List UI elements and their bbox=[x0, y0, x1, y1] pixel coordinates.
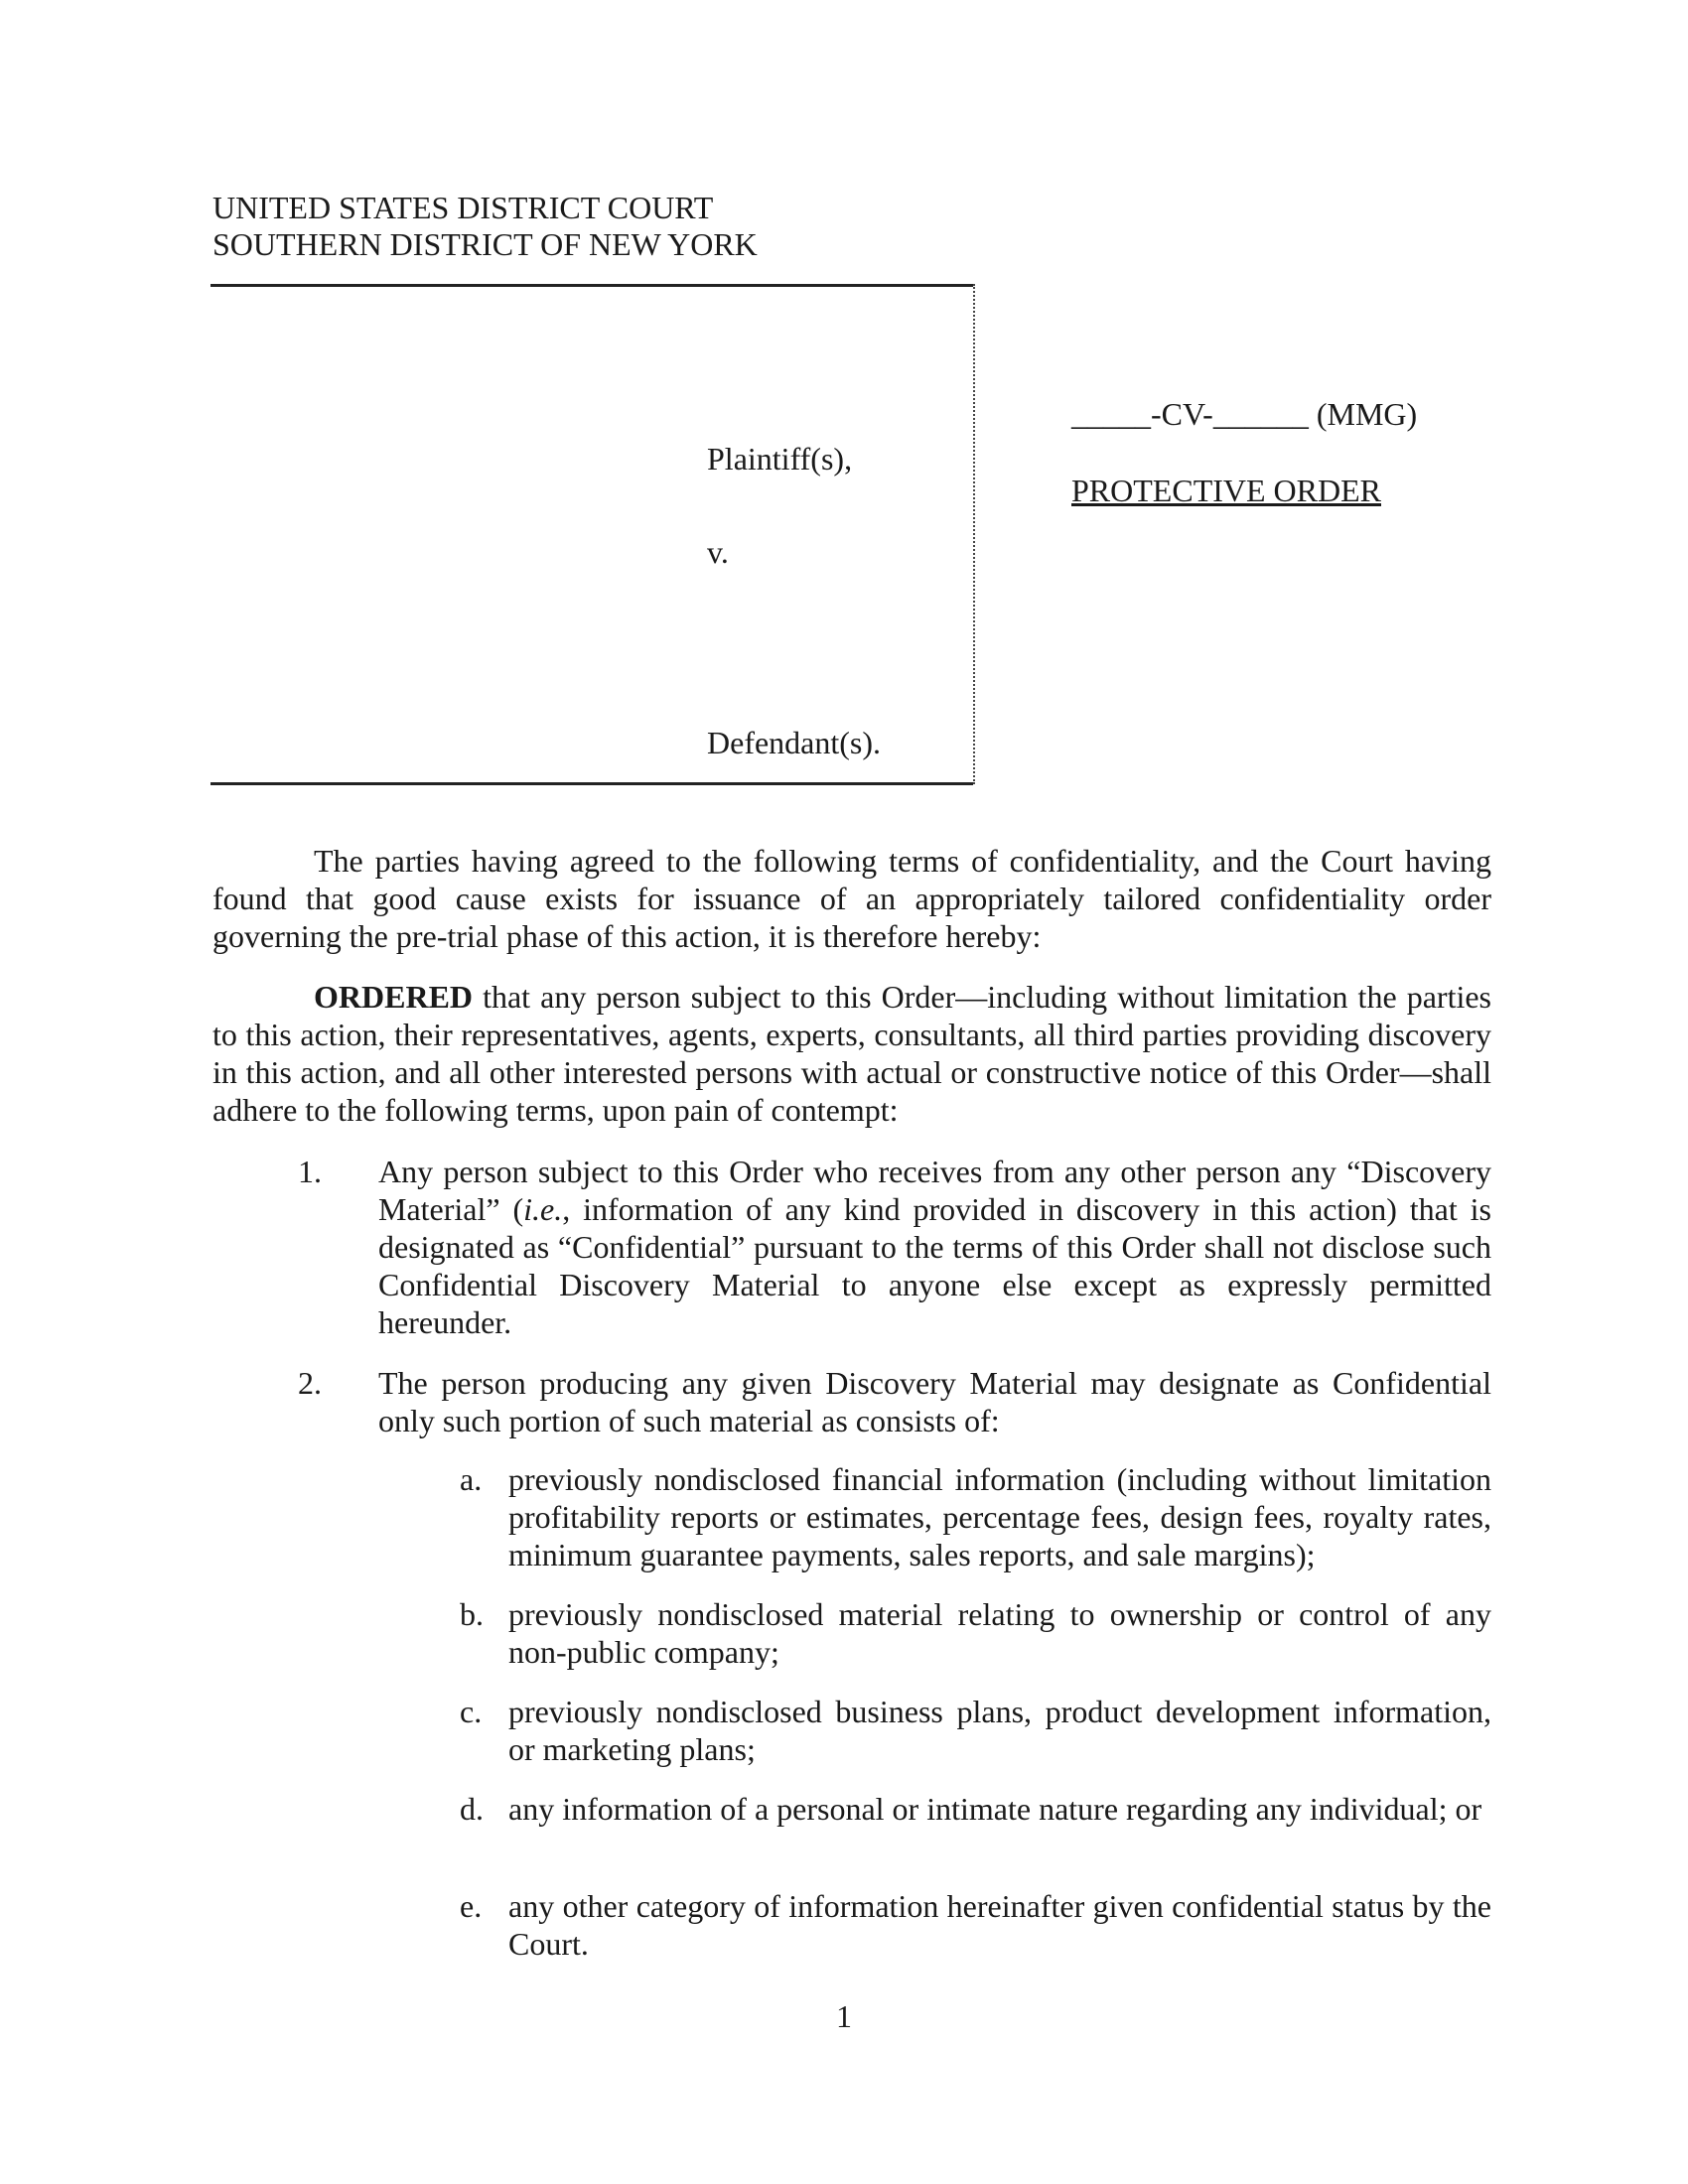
intro-text: The parties having agreed to the following terms of confidentiality, and the Court having found that good cause exists for issuance of an appropriately tailored confidentiality order governing the pre-trial phase of this action, it is therefore hereby: bbox=[212, 843, 1491, 954]
subitem-letter: e. bbox=[460, 1888, 483, 1924]
subitem-letter: a. bbox=[460, 1461, 483, 1497]
subitem-letter: b. bbox=[460, 1596, 484, 1632]
ordered-text: that any person subject to this Order—including without limitation the parties to this action, their representatives, agents, experts, consultants, all third parties providing discovery in this action, and all other interested persons with actual or constructive notice of this Order—shall adhere to the following terms, upon pain of contempt: bbox=[212, 979, 1491, 1128]
ordered-word: ORDERED bbox=[314, 979, 474, 1015]
subitem-text: previously nondisclosed business plans, product development information, or marketing plans; bbox=[508, 1694, 1491, 1767]
subitem-text: previously nondisclosed material relating to ownership or control of any non-public company; bbox=[508, 1596, 1491, 1670]
caption-top-rule bbox=[211, 284, 973, 287]
item-text-part: Any person subject to this Order who receives from any other person any “Discovery Material” ( bbox=[378, 1154, 1491, 1227]
ordered-paragraph bbox=[212, 978, 1491, 1129]
item-number: 2. bbox=[298, 1365, 322, 1401]
versus-label: v. bbox=[707, 534, 729, 570]
subitem-letter: d. bbox=[460, 1791, 484, 1827]
case-number: _____-CV-______ (MMG) bbox=[1071, 396, 1418, 432]
page-number: 1 bbox=[836, 1998, 852, 2034]
item-text bbox=[378, 1153, 1491, 1341]
item-text-part: , information of any kind provided in discovery in this action) that is designated as “Confidential” pursuant to the terms of this Order shall not disclose such Confidential Discovery Material to anyone else except as expressly permitted hereunder. bbox=[378, 1191, 1492, 1340]
intro-paragraph bbox=[212, 842, 1491, 955]
subitem-text: any information of a personal or intimate nature regarding any individual; or bbox=[508, 1791, 1482, 1827]
defendant-label: Defendant(s). bbox=[707, 725, 882, 760]
subitem-letter: c. bbox=[460, 1694, 483, 1729]
subitem-text: any other category of information hereinafter given confidential status by the Court. bbox=[508, 1888, 1491, 1962]
item-text: The person producing any given Discovery Material may designate as Confidential only such portion of such material as consists of: bbox=[378, 1365, 1491, 1438]
subitem-text: previously nondisclosed financial information (including without limitation profitability reports or estimates, percentage fees, design fees, royalty rates, minimum guarantee payments, sales reports, and sale margins); bbox=[508, 1461, 1491, 1572]
court-district: SOUTHERN DISTRICT OF NEW YORK bbox=[212, 226, 758, 262]
caption-bottom-rule bbox=[211, 782, 973, 785]
plaintiff-label: Plaintiff(s), bbox=[707, 441, 853, 477]
court-name: UNITED STATES DISTRICT COURT bbox=[212, 190, 714, 225]
caption-right-rule bbox=[973, 284, 975, 784]
item-number: 1. bbox=[298, 1154, 322, 1189]
document-title: PROTECTIVE ORDER bbox=[1071, 473, 1381, 508]
item-text-italic: i.e. bbox=[523, 1191, 563, 1227]
